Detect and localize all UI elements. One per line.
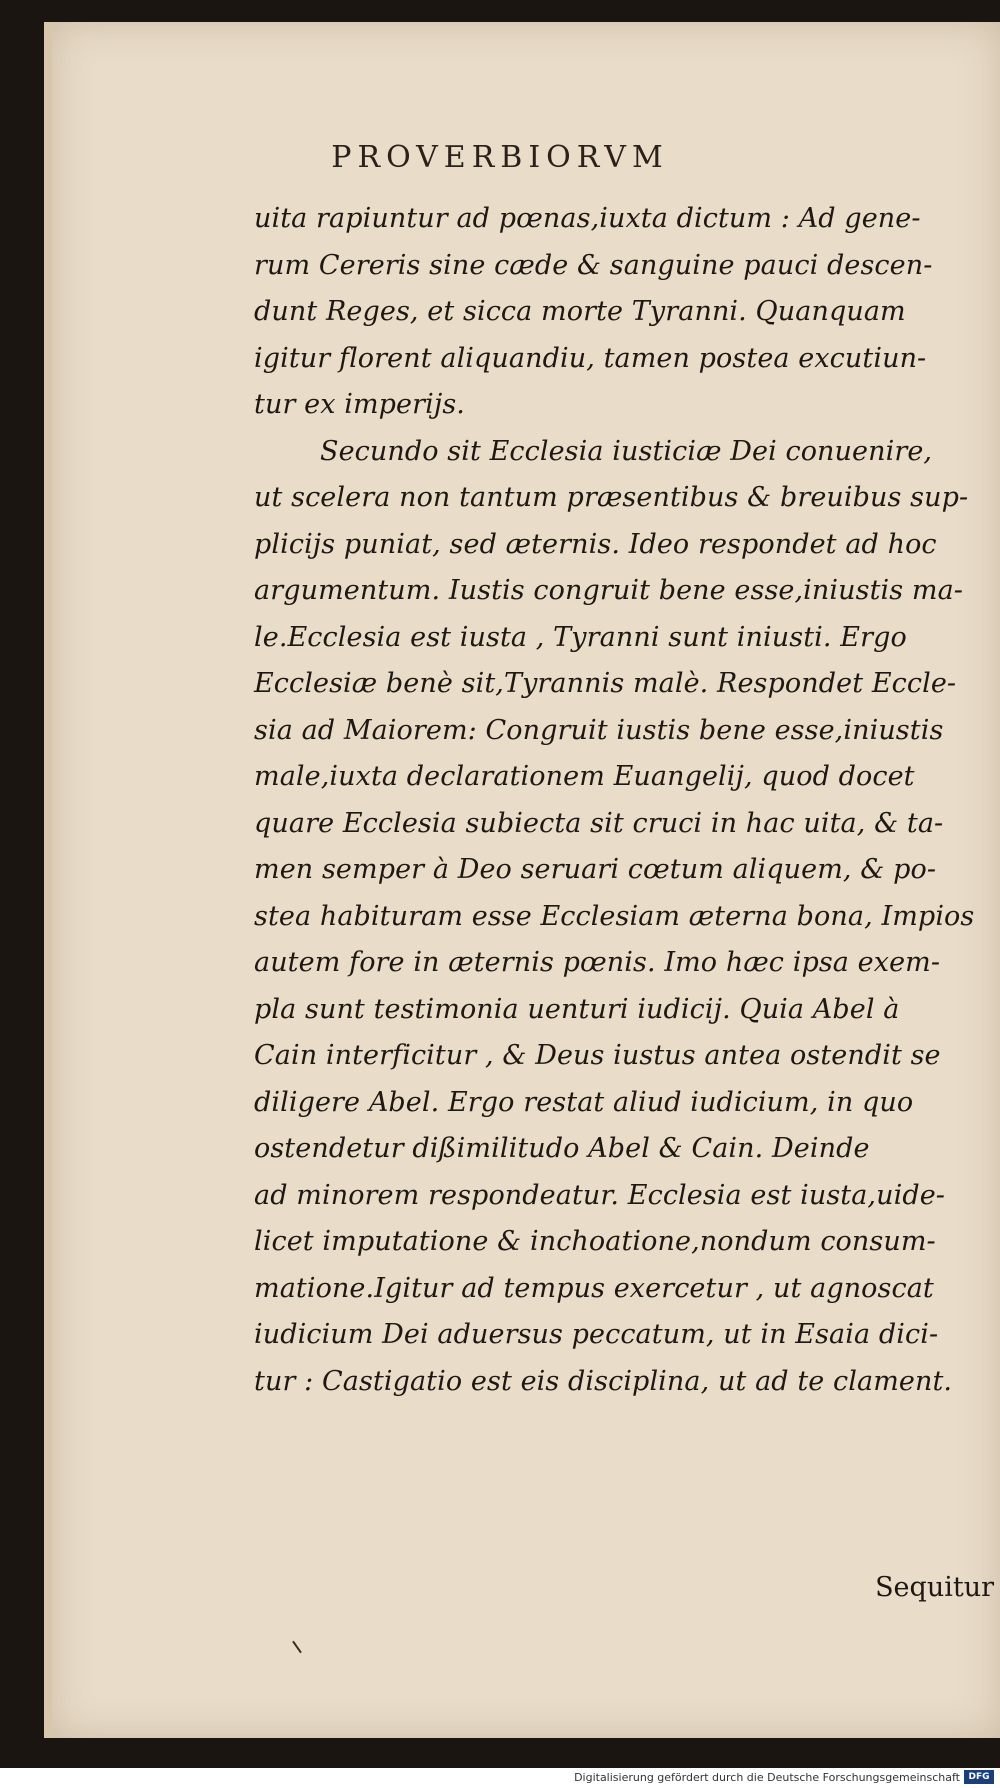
- text-line: quare Ecclesia subiecta sit cruci in hac uita, & ta-: [254, 807, 944, 839]
- text-line: iudicium Dei aduersus peccatum, ut in Esaia dici-: [254, 1319, 939, 1350]
- text-line: Ecclesiæ benè sit,Tyrannis malè. Respondet Eccle-: [254, 668, 957, 699]
- text-line: pla sunt testimonia uenturi iudicij. Quia Abel à: [254, 993, 900, 1025]
- text-line: licet imputatione & inchoatione,nondum consum-: [254, 1226, 936, 1257]
- dfg-logo-icon: DFG: [964, 1770, 994, 1784]
- text-line: diligere Abel. Ergo restat aliud iudicium, in quo: [254, 1086, 914, 1118]
- text-line: matione.Igitur ad tempus exercetur , ut agnoscat: [254, 1272, 934, 1304]
- text-line: uita rapiuntur ad pœnas,iuxta dictum : Ad gene-: [254, 203, 921, 234]
- text-line: tur : Castigatio est eis disciplina, ut ad te clament.: [254, 1365, 953, 1397]
- text-line: autem fore in æternis pœnis. Imo hæc ipsa exem-: [254, 947, 941, 978]
- running-head: PROVERBIORVM: [331, 140, 669, 175]
- body-text: [254, 196, 998, 1603]
- text-line: ut scelera non tantum præsentibus & breuibus sup-: [254, 482, 969, 513]
- text-line: sia ad Maiorem: Congruit iustis bene esse,iniustis: [254, 714, 944, 746]
- funding-credit: Digitalisierung gefördert durch die Deutsche Forschungsgemeinschaft: [574, 1771, 960, 1784]
- text-line: men semper à Deo seruari cœtum aliquem, & po-: [254, 854, 937, 885]
- text-line: plicijs puniat, sed æternis. Ideo respondet ad hoc: [254, 528, 937, 560]
- text-line: le.Ecclesia est iusta , Tyranni sunt iniusti. Ergo: [254, 621, 907, 653]
- text-line: Secundo sit Ecclesia iusticiæ Dei conuenire,: [320, 435, 933, 467]
- text-line: male,iuxta declarationem Euangelij, quod docet: [254, 761, 915, 792]
- text-line: argumentum. Iustis congruit bene esse,iniustis ma-: [254, 575, 964, 606]
- text-line: Cain interficitur , & Deus iustus antea ostendit se: [254, 1040, 941, 1071]
- text-line: dunt Reges, et sicca morte Tyranni. Quanquam: [254, 296, 906, 327]
- text-line: ad minorem respondeatur. Ecclesia est iusta,uide-: [254, 1179, 946, 1211]
- text-line: tur ex imperijs.: [254, 389, 465, 420]
- catchword: Sequitur: [875, 1572, 994, 1603]
- text-line: igitur florent aliquandiu, tamen postea excutiun-: [254, 342, 927, 374]
- text-line: ostendetur dißimilitudo Abel & Cain. Deinde: [254, 1133, 870, 1164]
- text-line: rum Cereris sine cæde & sanguine pauci descen-: [254, 249, 933, 281]
- text-line: stea habituram esse Ecclesiam æterna bona, Impios: [254, 900, 975, 932]
